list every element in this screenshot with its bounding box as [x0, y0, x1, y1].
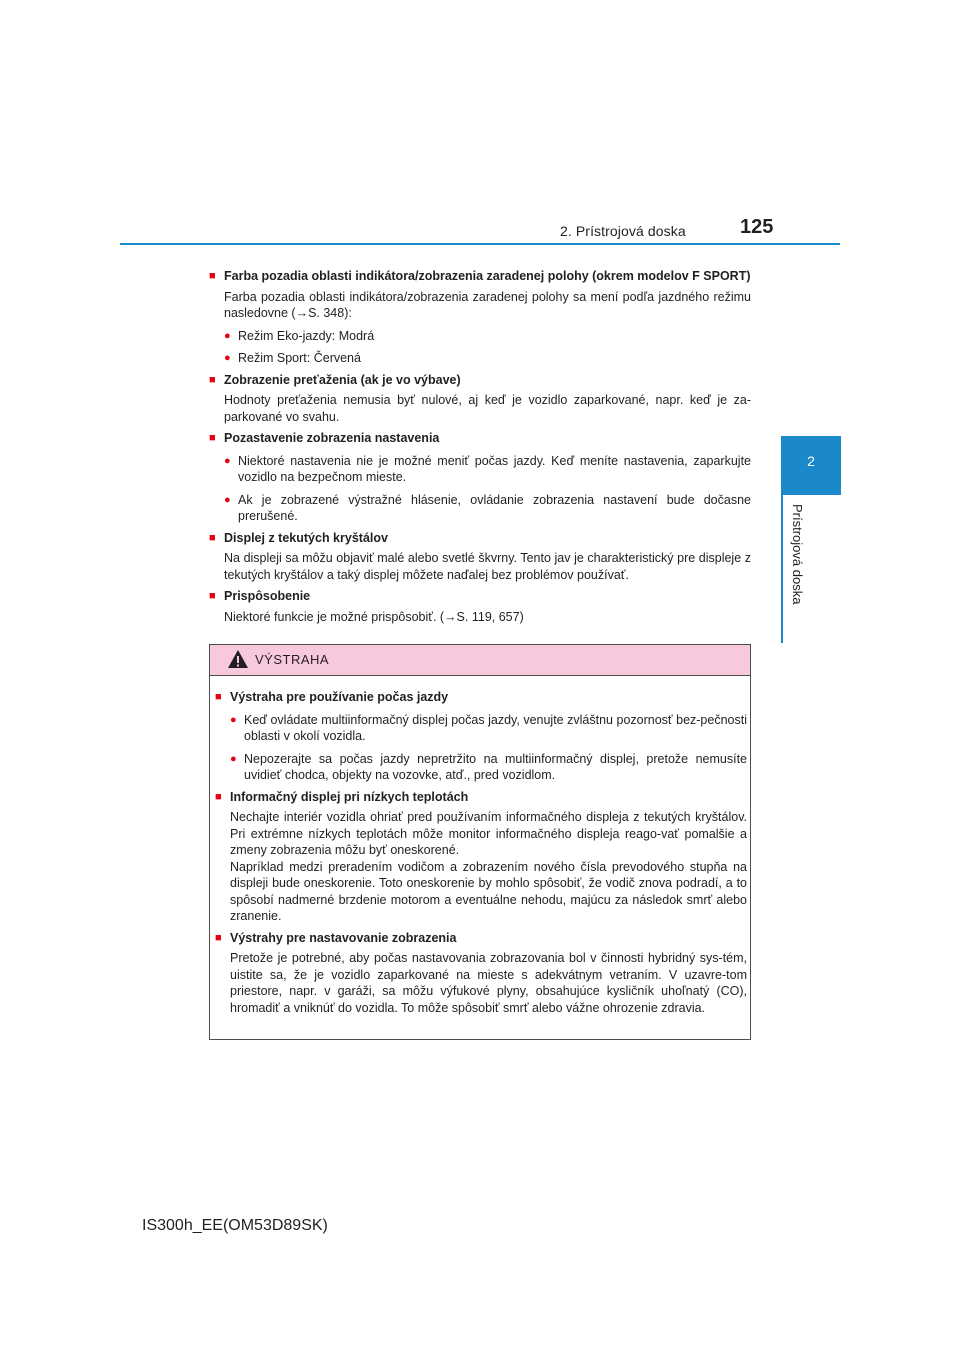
warning-title: VÝSTRAHA: [255, 652, 330, 667]
warning-bullet: ● Nepozerajte sa počas jazdy nepretržito na multiinformačný displej, pretože nemusíte uvidieť chodca, objekty na vozovke, atď., pred vozidlom.: [215, 751, 747, 784]
warning-box: [209, 644, 751, 1040]
bullet-item: ● Niektoré nastavenia nie je možné meniť počas jazdy. Keď meníte nastavenia, zaparkujte vozidlo na bezpečnom mieste.: [209, 453, 751, 486]
warning-body: [215, 689, 747, 1016]
bullet-item: ● Režim Eko-jazdy: Modrá: [209, 328, 751, 345]
section-heading: ■ Prispôsobenie: [209, 588, 751, 605]
footer-model-code: IS300h_EE(OM53D89SK): [142, 1217, 328, 1234]
chapter-tab: [781, 436, 841, 495]
page-number: 125: [740, 216, 774, 238]
header-rule: [120, 243, 840, 245]
section-heading: ■ Zobrazenie preťaženia (ak je vo výbave): [209, 372, 751, 389]
bullet-item: ● Ak je zobrazené výstražné hlásenie, ovládanie zobrazenia nastavení bude dočasne prerušené.: [209, 492, 751, 525]
chapter-number: 2: [807, 453, 815, 469]
section-heading: ■ Pozastavenie zobrazenia nastavenia: [209, 430, 751, 447]
warning-triangle-icon: [227, 649, 249, 669]
section-text: Hodnoty preťaženia nemusia byť nulové, aj keď je vozidlo zaparkované, napr. keď je za-parkované vo svahu.: [224, 393, 751, 424]
bullet-item: ● Režim Sport: Červená: [209, 350, 751, 367]
warning-heading: ■ Výstraha pre používanie počas jazdy: [215, 689, 747, 706]
warning-text: Napríklad medzi preradením vodičom a zobrazením nového čísla prevodového stupňa na displeji bude oneskorenie. Toto oneskorenie by mohlo spôsobiť, že vodič znova podradí, a to spôsobí nadmerné brzdenie motorom a eventuálne nehodu, majúcu za následok smrť alebo zranenie.: [230, 859, 747, 923]
warning-text: Nechajte interiér vozidla ohriať pred používaním informačného displeja z tekutých kryštálov. Pri extrémne nízkych teplotách môže monitor informačného displeja reago-vať pomalšie a zmeny zobrazenia môžu byť oneskorené.: [230, 810, 747, 857]
section-heading: ■ Displej z tekutých kryštálov: [209, 530, 751, 547]
warning-text: Pretože je potrebné, aby počas nastavovania zobrazovania bol v činnosti hybridný sys-tém, uistite sa, že je vozidlo zaparkované na mieste s adekvátnym vetraním. V uzavre-tom priestore, napr. v garáži, sa môžu výfukové plyny, obsahujúce kysličník uhoľnatý (CO), hromadiť a vniknúť do vozidla. To môže spôsobiť smrť alebo vážne ohrozenie zdravia.: [230, 951, 747, 1015]
section-heading: ■ Farba pozadia oblasti indikátora/zobrazenia zaradenej polohy (okrem modelov F SPORT): [209, 268, 751, 285]
section-text: Niektoré funkcie je možné prispôsobiť. (→S. 119, 657): [224, 609, 524, 624]
warning-bullet: ● Keď ovládate multiinformačný displej počas jazdy, venujte zvláštnu pozornosť bez-pečnosti oblasti v okolí vozidla.: [215, 712, 747, 745]
warning-heading: ■ Informačný displej pri nízkych teplotách: [215, 789, 747, 806]
warning-heading: ■ Výstrahy pre nastavovanie zobrazenia: [215, 930, 747, 947]
header-section-title: 2. Prístrojová doska: [560, 223, 686, 239]
chapter-label: Prístrojová doska: [790, 504, 805, 605]
warning-header: [210, 645, 750, 676]
main-content: [209, 268, 751, 625]
chapter-tab-line: [781, 495, 783, 643]
section-text: Farba pozadia oblasti indikátora/zobrazenia zaradenej polohy sa mení podľa jazdného režimu nasledovne (→S. 348):: [224, 289, 751, 320]
section-text: Na displeji sa môžu objaviť malé alebo svetlé škvrny. Tento jav je charakteristický pre displeje z tekutých kryštálov a taký displej môžete naďalej bez problémov používať.: [224, 551, 751, 582]
